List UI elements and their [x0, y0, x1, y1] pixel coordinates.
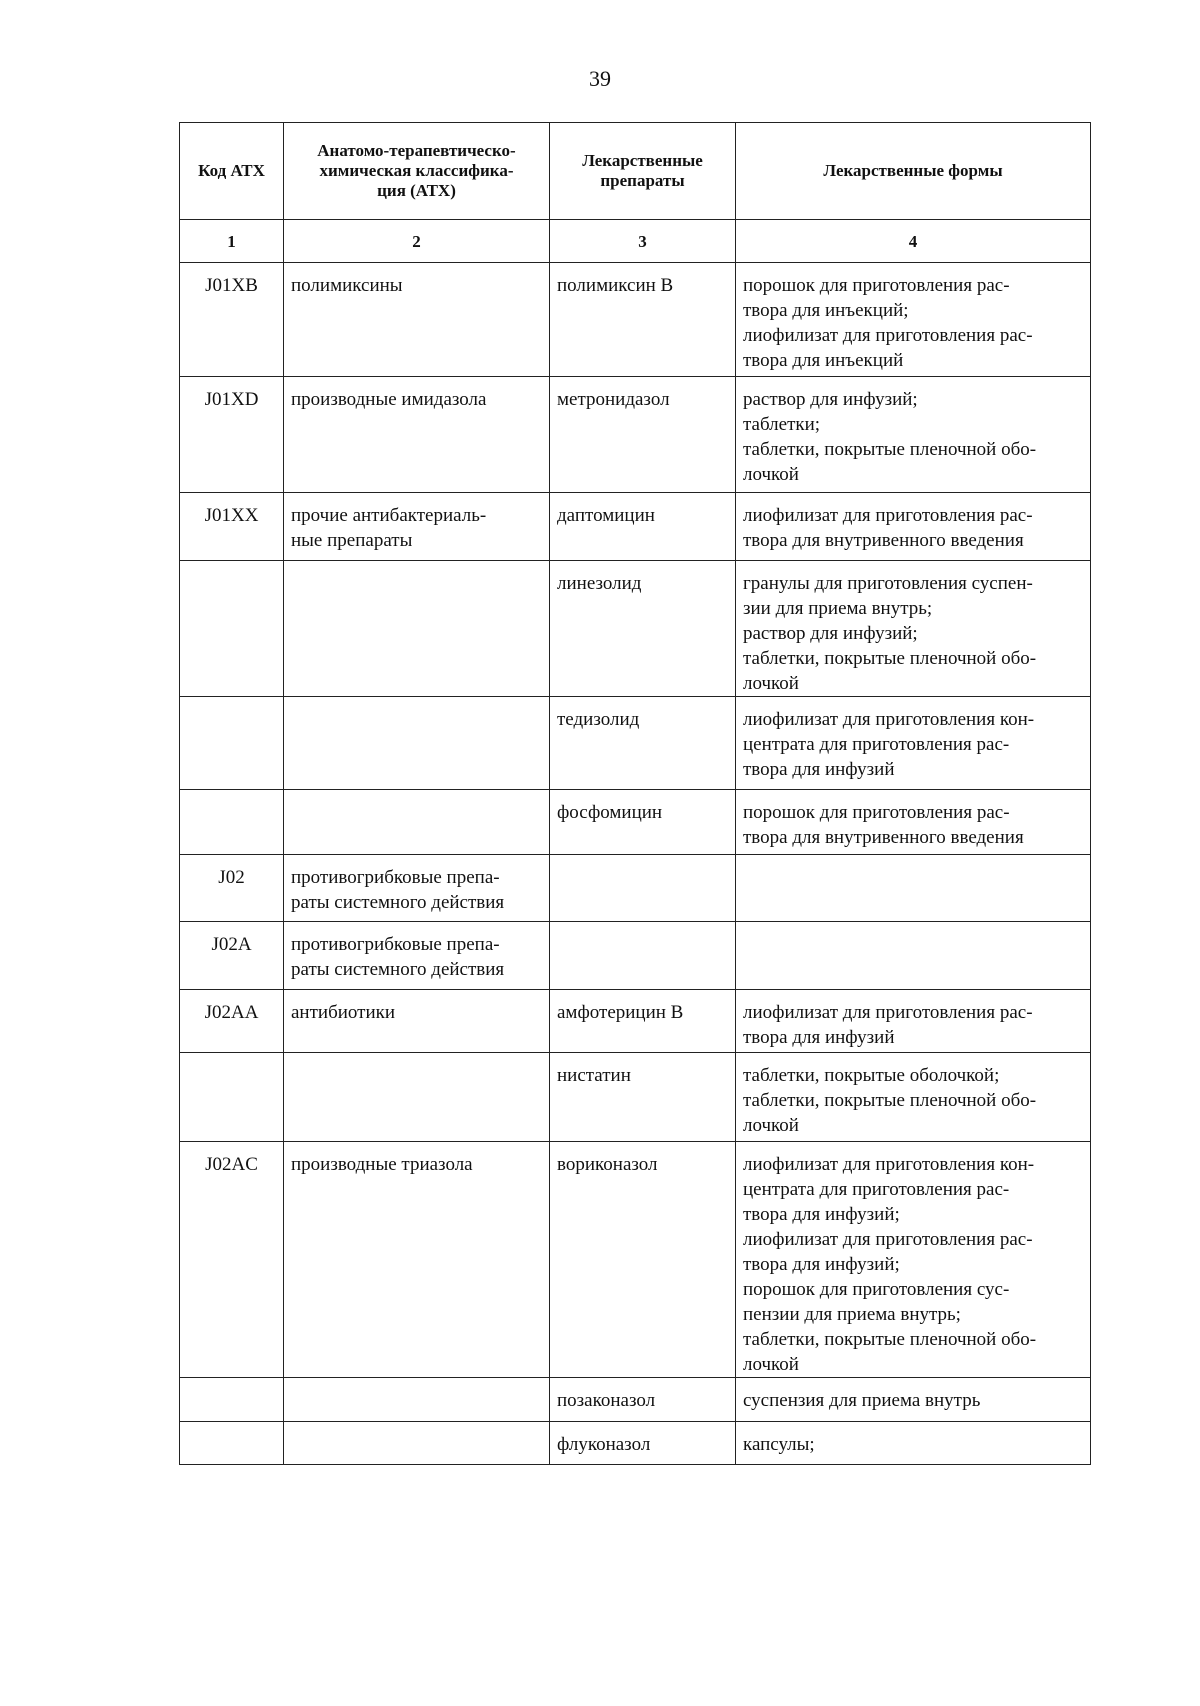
dosage-form-line: центрата для приготовления рас-: [743, 1179, 1010, 1200]
atx-code-cell: [180, 1422, 284, 1465]
table-row: [180, 1422, 1091, 1465]
atx-code-cell: [180, 1378, 284, 1422]
table-row: [180, 855, 1091, 922]
table-row: [180, 922, 1091, 990]
classification-line: антибиотики: [291, 1002, 396, 1023]
column-number-row: [180, 220, 1091, 263]
atx-classification-cell: [284, 790, 550, 855]
header-row: [180, 123, 1091, 220]
table-row: [180, 1142, 1091, 1378]
table-row: [180, 1053, 1091, 1142]
drug-cell: [550, 855, 736, 922]
dosage-form-line: таблетки, покрытые пленочной обо-: [743, 648, 1037, 669]
atx-table: [179, 122, 1091, 1465]
dosage-form-line: лочкой: [743, 1115, 799, 1136]
dosage-forms-cell: [736, 1422, 1091, 1465]
column-number: 3: [550, 220, 736, 263]
dosage-forms-cell: [736, 990, 1091, 1053]
dosage-forms-cell: [736, 790, 1091, 855]
dosage-form-line: твора для инфузий: [743, 759, 895, 780]
dosage-form-line: порошок для приготовления рас-: [743, 802, 1010, 823]
dosage-forms-cell: [736, 922, 1091, 990]
atx-classification-cell: [284, 922, 550, 990]
table-row: [180, 990, 1091, 1053]
drug-cell: нистатин: [550, 1053, 736, 1142]
classification-line: полимиксины: [291, 275, 403, 296]
atx-classification-cell: [284, 1422, 550, 1465]
atx-code-cell: J01XX: [180, 493, 284, 561]
classification-line: прочие антибактериаль-: [291, 505, 487, 526]
header-drugs: Лекарственные препараты: [550, 123, 736, 220]
dosage-form-line: твора для внутривенного введения: [743, 530, 1024, 551]
dosage-form-line: раствор для инфузий;: [743, 389, 918, 410]
dosage-form-line: лиофилизат для приготовления рас-: [743, 1002, 1033, 1023]
dosage-form-line: суспензия для приема внутрь: [743, 1390, 981, 1411]
atx-classification-cell: [284, 493, 550, 561]
atx-classification-cell: [284, 561, 550, 697]
dosage-form-line: капсулы;: [743, 1434, 815, 1455]
atx-classification-cell: [284, 1378, 550, 1422]
drug-cell: полимиксин В: [550, 263, 736, 377]
dosage-form-line: лочкой: [743, 673, 799, 694]
dosage-forms-cell: [736, 1142, 1091, 1378]
dosage-form-line: зии для приема внутрь;: [743, 598, 933, 619]
atx-code-cell: [180, 1053, 284, 1142]
atx-code-cell: J01XD: [180, 377, 284, 493]
dosage-forms-cell: [736, 561, 1091, 697]
dosage-form-line: твора для инфузий: [743, 1027, 895, 1048]
drug-cell: фосфомицин: [550, 790, 736, 855]
dosage-form-line: таблетки, покрытые пленочной обо-: [743, 1090, 1037, 1111]
dosage-form-line: таблетки, покрытые оболочкой;: [743, 1065, 1000, 1086]
dosage-form-line: лиофилизат для приготовления рас-: [743, 325, 1033, 346]
atx-code-cell: [180, 790, 284, 855]
dosage-form-line: лиофилизат для приготовления рас-: [743, 1229, 1033, 1250]
dosage-form-line: лиофилизат для приготовления кон-: [743, 709, 1035, 730]
atx-code-cell: J02AC: [180, 1142, 284, 1378]
classification-line: противогрибковые препа-: [291, 867, 500, 888]
page-number: 39: [589, 66, 611, 91]
table-row: [180, 790, 1091, 855]
header-dosage-forms: Лекарственные формы: [736, 123, 1091, 220]
table-row: [180, 697, 1091, 790]
drug-cell: даптомицин: [550, 493, 736, 561]
drug-cell: флуконазол: [550, 1422, 736, 1465]
classification-line: производные имидазола: [291, 389, 487, 410]
atx-code-cell: J01XB: [180, 263, 284, 377]
atx-code-cell: [180, 561, 284, 697]
column-number: 1: [180, 220, 284, 263]
dosage-form-line: твора для внутривенного введения: [743, 827, 1024, 848]
classification-line: противогрибковые препа-: [291, 934, 500, 955]
table-body: [180, 263, 1091, 1465]
classification-line: ные препараты: [291, 530, 413, 551]
dosage-form-line: пензии для приема внутрь;: [743, 1304, 961, 1325]
atx-code-cell: [180, 697, 284, 790]
dosage-form-line: твора для инфузий;: [743, 1204, 900, 1225]
dosage-forms-cell: [736, 377, 1091, 493]
atx-classification-cell: [284, 377, 550, 493]
atx-classification-cell: [284, 263, 550, 377]
column-number: 2: [284, 220, 550, 263]
dosage-forms-cell: [736, 263, 1091, 377]
dosage-form-line: раствор для инфузий;: [743, 623, 918, 644]
dosage-forms-cell: [736, 855, 1091, 922]
atx-classification-cell: [284, 855, 550, 922]
dosage-form-line: порошок для приготовления сус-: [743, 1279, 1010, 1300]
dosage-form-line: таблетки, покрытые пленочной обо-: [743, 439, 1037, 460]
dosage-form-line: лиофилизат для приготовления рас-: [743, 505, 1033, 526]
dosage-forms-cell: [736, 697, 1091, 790]
classification-line: раты системного действия: [291, 959, 505, 980]
dosage-form-line: твора для инъекций: [743, 350, 904, 371]
table-row: [180, 377, 1091, 493]
dosage-form-line: таблетки, покрытые пленочной обо-: [743, 1329, 1037, 1350]
dosage-form-line: гранулы для приготовления суспен-: [743, 573, 1033, 594]
atx-classification-cell: [284, 990, 550, 1053]
dosage-form-line: центрата для приготовления рас-: [743, 734, 1010, 755]
atx-code-cell: J02: [180, 855, 284, 922]
dosage-form-line: твора для инфузий;: [743, 1254, 900, 1275]
drug-cell: линезолид: [550, 561, 736, 697]
drug-cell: позаконазол: [550, 1378, 736, 1422]
dosage-form-line: лочкой: [743, 1354, 799, 1375]
header-atx-code: Код АТХ: [180, 123, 284, 220]
table-row: [180, 493, 1091, 561]
drug-cell: метронидазол: [550, 377, 736, 493]
dosage-forms-cell: [736, 1053, 1091, 1142]
classification-line: раты системного действия: [291, 892, 505, 913]
column-number: 4: [736, 220, 1091, 263]
dosage-forms-cell: [736, 493, 1091, 561]
atx-classification-cell: [284, 1142, 550, 1378]
atx-classification-cell: [284, 697, 550, 790]
header-atx-classification: Анатомо-терапевтическо- химическая классифика- ция (АТХ): [284, 123, 550, 220]
atx-classification-cell: [284, 1053, 550, 1142]
dosage-form-line: порошок для приготовления рас-: [743, 275, 1010, 296]
dosage-form-line: твора для инъекций;: [743, 300, 909, 321]
drug-cell: вориконазол: [550, 1142, 736, 1378]
dosage-form-line: лиофилизат для приготовления кон-: [743, 1154, 1035, 1175]
table-row: [180, 1378, 1091, 1422]
drug-cell: амфотерицин В: [550, 990, 736, 1053]
atx-code-cell: J02AA: [180, 990, 284, 1053]
classification-line: производные триазола: [291, 1154, 473, 1175]
dosage-form-line: лочкой: [743, 464, 799, 485]
drug-cell: тедизолид: [550, 697, 736, 790]
table-row: [180, 561, 1091, 697]
atx-code-cell: J02A: [180, 922, 284, 990]
dosage-form-line: таблетки;: [743, 414, 821, 435]
table-row: [180, 263, 1091, 377]
dosage-forms-cell: [736, 1378, 1091, 1422]
drug-cell: [550, 922, 736, 990]
